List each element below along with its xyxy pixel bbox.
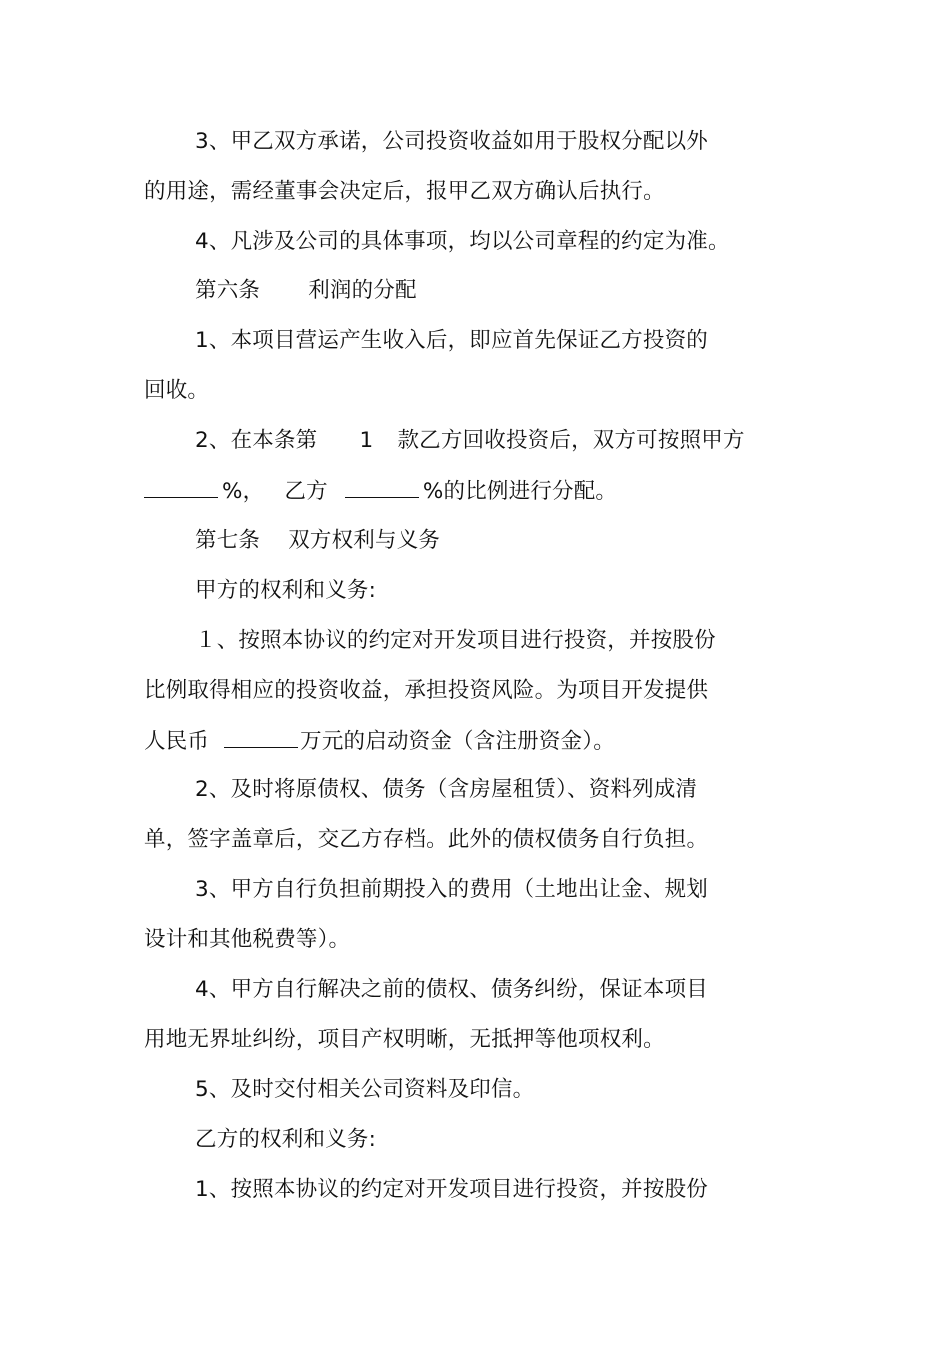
party-a-item-1-line-1: １、按照本协议的约定对开发项目进行投资，并按股份 <box>195 628 716 653</box>
clause-5-item-4: 4、凡涉及公司的具体事项，均以公司章程的约定为准。 <box>195 229 730 254</box>
article-6-heading <box>195 277 417 305</box>
clause-5-item-3-line-1: 3、甲乙双方承诺，公司投资收益如用于股权分配以外 <box>195 129 708 154</box>
clause-5-item-3-line-2: 的用途，需经董事会决定后，报甲乙双方确认后执行。 <box>144 179 665 204</box>
article-6-item-2-line-2 <box>144 477 617 506</box>
party-b-item-1-line-1: 1、按照本协议的约定对开发项目进行投资，并按股份 <box>195 1177 708 1202</box>
party-a-item-3-line-1: 3、甲方自行负担前期投入的费用（土地出让金、规划 <box>195 877 708 902</box>
party-a-item-4-line-1: 4、甲方自行解决之前的债权、债务纠纷，保证本项目 <box>195 977 708 1002</box>
party-a-percent-blank[interactable] <box>144 477 218 498</box>
party-b-percent-text: %的比例进行分配。 <box>422 479 618 504</box>
article-6-item-2-text-b: 款乙方回收投资后，双方可按照甲方 <box>397 428 745 453</box>
party-a-item-5: 5、及时交付相关公司资料及印信。 <box>195 1077 535 1102</box>
article-6-title: 利润的分配 <box>308 278 417 303</box>
article-6-item-1-line-2: 回收。 <box>144 378 210 403</box>
article-6-item-2-line-1 <box>195 427 745 455</box>
party-a-item-1-line-2: 比例取得相应的投资收益，承担投资风险。为项目开发提供 <box>144 678 709 703</box>
article-6-number: 第六条 <box>195 278 261 303</box>
party-a-item-1-line-3 <box>144 727 615 756</box>
party-b-heading: 乙方的权利和义务: <box>195 1127 377 1152</box>
article-7-title: 双方权利与义务 <box>288 528 441 553</box>
party-b-label: 乙方 <box>284 479 328 504</box>
party-a-item-4-line-2: 用地无界址纠纷，项目产权明晰，无抵押等他项权利。 <box>144 1027 665 1052</box>
party-a-item-2-line-2: 单，签字盖章后，交乙方存档。此外的债权债务自行负担。 <box>144 827 709 852</box>
startup-capital-text: 万元的启动资金（含注册资金）。 <box>300 729 615 754</box>
party-a-heading: 甲方的权利和义务: <box>195 578 377 603</box>
party-a-percent-sign: %， <box>222 479 265 504</box>
amount-blank[interactable] <box>224 727 298 748</box>
article-6-item-1-line-1: 1、本项目营运产生收入后，即应首先保证乙方投资的 <box>195 328 708 353</box>
party-a-item-3-line-2: 设计和其他税费等）。 <box>144 927 351 952</box>
rmb-label: 人民币 <box>144 729 210 754</box>
article-7-heading <box>195 527 440 555</box>
article-7-number: 第七条 <box>195 528 261 553</box>
party-b-percent-blank[interactable] <box>345 477 419 498</box>
party-a-item-2-line-1: 2、及时将原债权、债务（含房屋租赁）、资料列成清 <box>195 777 698 802</box>
article-6-item-2-text-a: 2、在本条第 <box>195 428 318 453</box>
article-6-item-2-clause-number: 1 <box>359 428 374 453</box>
